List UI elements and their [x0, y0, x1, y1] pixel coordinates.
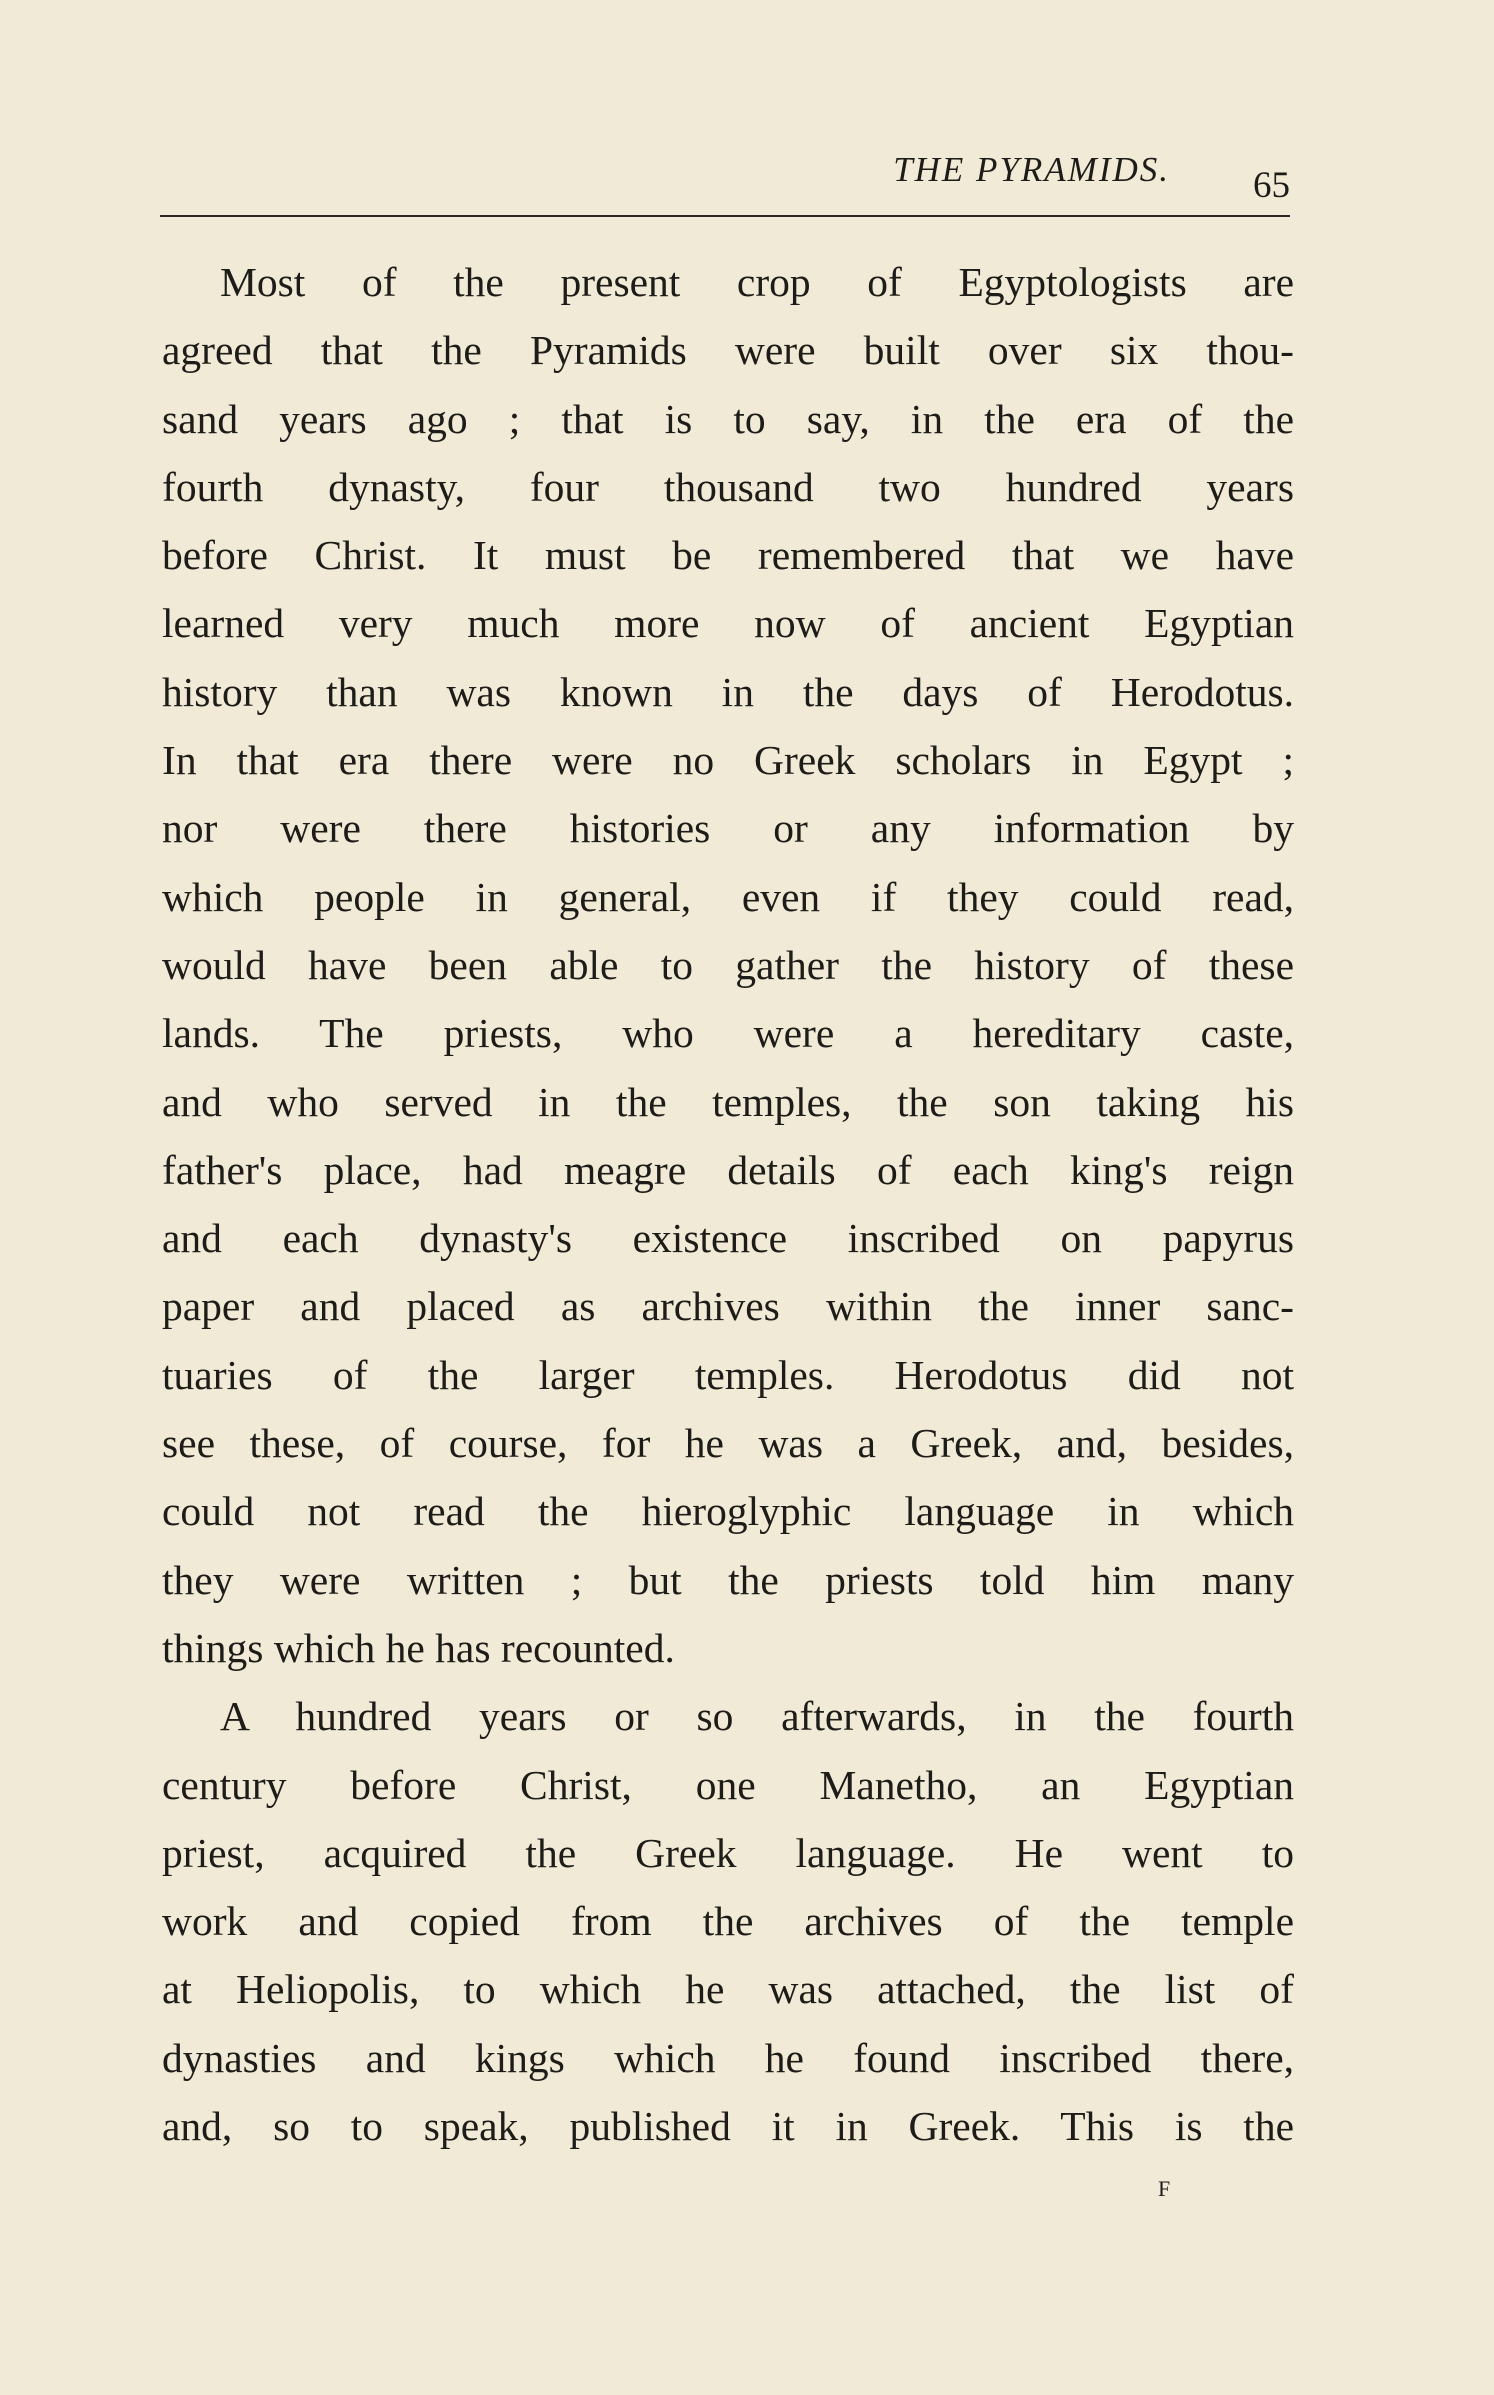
text-line: agreed that the Pyramids were built over six thou- [162, 327, 1294, 374]
text-line: learned very much more now of ancient Egyptian [162, 600, 1294, 647]
text-line: things which he has recounted. [162, 1624, 675, 1671]
text-line: Most of the present crop of Egyptologists are [220, 259, 1294, 305]
text-line: sand years ago ; that is to say, in the era of the [162, 395, 1294, 442]
text-line: A hundred years or so afterwards, in the fourth [220, 1693, 1294, 1740]
header-rule [160, 215, 1290, 217]
text-line: before Christ. It must be remembered that we have [162, 532, 1294, 579]
running-title: THE PYRAMIDS. [893, 150, 1170, 189]
text-line: they were written ; but the priests told him many [162, 1556, 1294, 1603]
text-line: work and copied from the archives of the temple [162, 1898, 1294, 1945]
paragraph-1 [162, 248, 1294, 1682]
text-line: nor were there histories or any information by [162, 805, 1294, 852]
text-line: at Heliopolis, to which he was attached, the list of [162, 1966, 1294, 2013]
text-line: would have been able to gather the history of these [162, 941, 1294, 988]
text-line: and who served in the temples, the son taking his [162, 1078, 1294, 1125]
text-line: In that era there were no Greek scholars in Egypt ; [162, 737, 1294, 784]
text-line: history than was known in the days of Herodotus. [162, 668, 1294, 715]
signature-mark: F [1158, 2176, 1172, 2201]
text-line: which people in general, even if they could read, [162, 873, 1294, 920]
paragraph-2 [162, 1682, 1294, 2160]
text-line: father's place, had meagre details of each king's reign [162, 1146, 1294, 1193]
text-line: paper and placed as archives within the inner sanc- [162, 1283, 1294, 1330]
text-line: and each dynasty's existence inscribed on papyrus [162, 1215, 1294, 1262]
text-line: and, so to speak, published it in Greek. This is the [162, 2103, 1294, 2150]
page-header [160, 150, 1290, 220]
page-number: 65 [1253, 165, 1290, 206]
text-line: lands. The priests, who were a hereditary caste, [162, 1010, 1294, 1057]
text-line: fourth dynasty, four thousand two hundred years [162, 463, 1294, 510]
text-line: dynasties and kings which he found inscribed there, [162, 2034, 1294, 2081]
text-line: could not read the hieroglyphic language in which [162, 1488, 1294, 1535]
body-text [162, 248, 1294, 2160]
text-line: century before Christ, one Manetho, an Egyptian [162, 1761, 1294, 1808]
text-line: tuaries of the larger temples. Herodotus did not [162, 1351, 1294, 1398]
text-line: priest, acquired the Greek language. He went to [162, 1829, 1294, 1876]
text-line: see these, of course, for he was a Greek, and, besides, [162, 1420, 1294, 1467]
